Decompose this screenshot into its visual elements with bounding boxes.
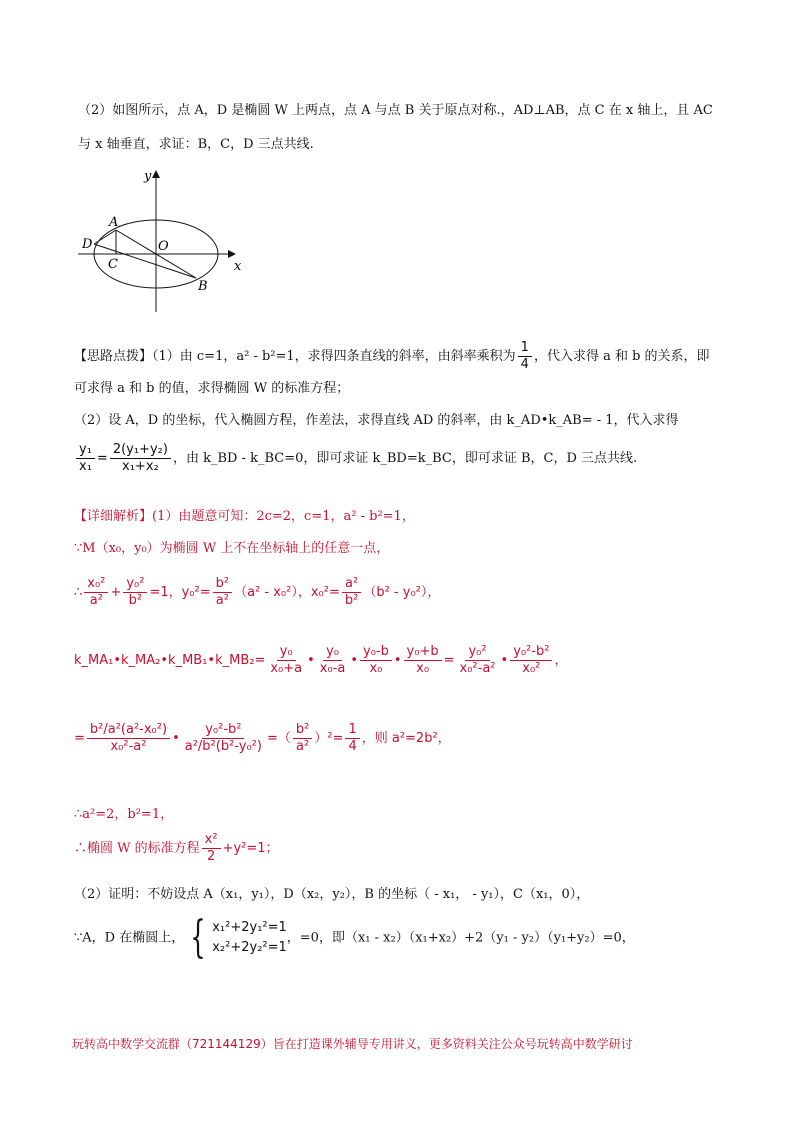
eq1-text: =1，y₀²= bbox=[149, 585, 211, 600]
f1-num: y₀ bbox=[277, 644, 296, 661]
l5-pow: ）²= bbox=[314, 731, 344, 746]
l5-h-num: 1 bbox=[345, 722, 359, 739]
hint-text-a: 【思路点拨】（1）由 c=1，a² - b²=1，求得四条直线的斜率，由斜率乘积为 bbox=[74, 349, 516, 364]
solution-line-4: k_MA₁•k_MA₂•k_MB₁•k_MB₂= $\frac{\text{y₀}}{\text{x₀+a}}$ • $\frac{\text{y₀}}{\text{x₀-a}}$ • $\frac{\text{y₀-b}}{\text{x₀}}$ • $\frac{\text{y₀+b}}{\text{x₀}}$ = $\frac{\text{y₀²}}{\text{x₀²-a²}}$ • $\frac{\text{y₀²-b²}}{\text{x₀²}}$ ， bbox=[74, 644, 568, 676]
hint-line-4 bbox=[74, 442, 637, 475]
hint-frac-sum-x: x₁+x₂ bbox=[122, 459, 159, 474]
label-x: x bbox=[234, 259, 242, 274]
f1-den: x₀+a bbox=[270, 661, 303, 676]
l5-g-den: a² bbox=[296, 739, 310, 754]
l5-g-num: b² bbox=[293, 722, 312, 739]
f3-num: y₀-b bbox=[360, 644, 392, 661]
label-b: B bbox=[198, 279, 208, 294]
y-axis-arrow bbox=[152, 170, 160, 178]
standard-eq-label: ∴椭圆 W 的标准方程 bbox=[74, 841, 200, 856]
l5-eq: =（ bbox=[266, 731, 291, 746]
solution-line-2: ∵M（x₀，y₀）为椭圆 W 上不在坐标轴上的任意一点， bbox=[74, 541, 390, 556]
frac-c-den: a² bbox=[215, 593, 229, 608]
hint-frac-sum-y: 2(y₁+y₂) bbox=[110, 442, 171, 459]
l5-f1-den: x₀²-a² bbox=[110, 739, 147, 754]
hint-line-2: 可求得 a 和 b 的值，求得椭圆 W 的标准方程； bbox=[74, 381, 350, 396]
label-c: C bbox=[108, 257, 118, 272]
proof-subtraction: ，=0，即（x₁ - x₂）（x₁+x₂）+2（y₁ - y₂）（y₁+y₂）=0， bbox=[286, 930, 635, 946]
hint-frac-den: 4 bbox=[520, 357, 529, 372]
proof-line-1: （2）证明：不妨设点 A（x₁，y₁），D（x₂，y₂），B 的坐标（ - x₁， - y₁），C（x₁，0）， bbox=[74, 887, 590, 902]
x-axis-arrow bbox=[228, 250, 236, 258]
system-eq-1: x₁²+2y₁²=1 bbox=[212, 920, 287, 935]
f2-den: x₀-a bbox=[319, 661, 346, 676]
hint-frac-y1: y₁ bbox=[76, 442, 95, 459]
frac-bsq: b² bbox=[128, 593, 143, 608]
f6-num: y₀²-b² bbox=[510, 644, 552, 661]
solution-line-5: = $\frac{\text{b²/a²(a²-x₀²)}}{\text{x₀²-a²}}$ • $\frac{\text{y₀²-b²}}{\text{a²/b²(b²-y₀²)}}$ =（ $\frac{\text{b²}}{\text{a²}}$ ）²= $\frac{1}{4}$ ，则 a²=2b²， bbox=[74, 722, 451, 754]
label-d: D bbox=[82, 237, 93, 252]
frac-d-den: b² bbox=[344, 593, 359, 608]
end-text: （b² - y₀²）， bbox=[363, 585, 441, 600]
frac-asq: a² bbox=[89, 593, 103, 608]
label-y: y bbox=[144, 169, 152, 184]
hint-frac-num: 1 bbox=[518, 340, 532, 357]
left-brace-icon: { bbox=[190, 912, 206, 963]
problem-line-1: （2）如图所示，点 A，D 是椭圆 W 上两点，点 A 与点 B 关于原点对称.，AD⊥AB，点 C 在 x 轴上，且 AC bbox=[78, 103, 713, 118]
std-rest: +y²=1； bbox=[222, 841, 279, 856]
solution-line-3: ∴ $\frac{\text{x₀²}}{\text{a²}}$ + $\frac{\text{y₀²}}{\text{b²}}$ =1，y₀²= $\frac{\text{b²}}{\text{a²}}$ （a² - x₀²），x₀²= $\frac{\text{a²}}{\text{b²}}$ （b² - y₀²）， bbox=[74, 576, 441, 608]
frac-x0sq: x₀² bbox=[84, 576, 108, 593]
l5-f2-den: a²/b²(b²-y₀²) bbox=[184, 739, 262, 754]
l5-f2-num: y₀²-b² bbox=[202, 722, 244, 739]
label-a: A bbox=[109, 215, 119, 230]
slope-product-lhs: k_MA₁•k_MA₂•k_MB₁•k_MB₂= bbox=[74, 653, 266, 668]
std-den: 2 bbox=[206, 849, 216, 864]
hint-text-rest: ，由 k_BD - k_BC=0，即可求证 k_BD=k_BC，即可求证 B，C，D 三点共线. bbox=[172, 451, 638, 466]
hint-text-b: ，代入求得 a 和 b 的关系，即 bbox=[533, 349, 710, 364]
segment-ad bbox=[94, 230, 116, 244]
l5-h-den: 4 bbox=[348, 739, 357, 754]
hint-line-1 bbox=[74, 340, 710, 373]
f3-den: x₀ bbox=[369, 661, 383, 676]
f6-den: x₀² bbox=[522, 661, 541, 676]
l5-f1-num: b²/a²(a²-x₀²) bbox=[87, 722, 170, 739]
mid-text: （a² - x₀²），x₀²= bbox=[234, 585, 340, 600]
footer-banner: 玩转高中数学交流群（721144129）旨在打造课外辅导专用讲义，更多资料关注公众号玩转高中数学研讨 bbox=[72, 1037, 633, 1051]
frac-c-num: b² bbox=[213, 576, 232, 593]
line4-end: ， bbox=[554, 653, 568, 668]
proof-line-2 bbox=[74, 912, 635, 963]
f4-num: y₀+b bbox=[404, 644, 442, 661]
frac-y0sq: y₀² bbox=[123, 576, 147, 593]
solution-line-6: ∴a²=2，b²=1， bbox=[74, 807, 174, 822]
std-num: x² bbox=[202, 832, 221, 849]
hint-line-3: （2）设 A，D 的坐标，代入椭圆方程，作差法，求得直线 AD 的斜率，由 k_AD•k_AB= - 1，代入求得 bbox=[74, 413, 679, 428]
solution-line-7 bbox=[74, 832, 279, 865]
frac-d-num: a² bbox=[342, 576, 361, 593]
f5-num: y₀² bbox=[465, 644, 489, 661]
label-o: O bbox=[158, 239, 169, 254]
therefore-symbol: ∴ bbox=[74, 585, 83, 600]
proof-given: ∵A，D 在椭圆上， bbox=[74, 930, 185, 946]
f5-den: x₀²-a² bbox=[459, 661, 496, 676]
f2-num: y₀ bbox=[323, 644, 342, 661]
hint-eq: = bbox=[96, 451, 108, 466]
ellipse-figure bbox=[74, 162, 254, 322]
system-eq-2: x₂²+2y₂²=1 bbox=[212, 940, 287, 955]
solution-line-1: 【详细解析】(1）由题意可知：2c=2，c=1，a² - b²=1， bbox=[74, 509, 415, 524]
problem-line-2: 与 x 轴垂直，求证：B，C，D 三点共线. bbox=[78, 137, 314, 152]
f4-den: x₀ bbox=[416, 661, 430, 676]
hint-frac-x1: x₁ bbox=[79, 459, 92, 474]
l5-end: ，则 a²=2b²， bbox=[361, 731, 451, 746]
